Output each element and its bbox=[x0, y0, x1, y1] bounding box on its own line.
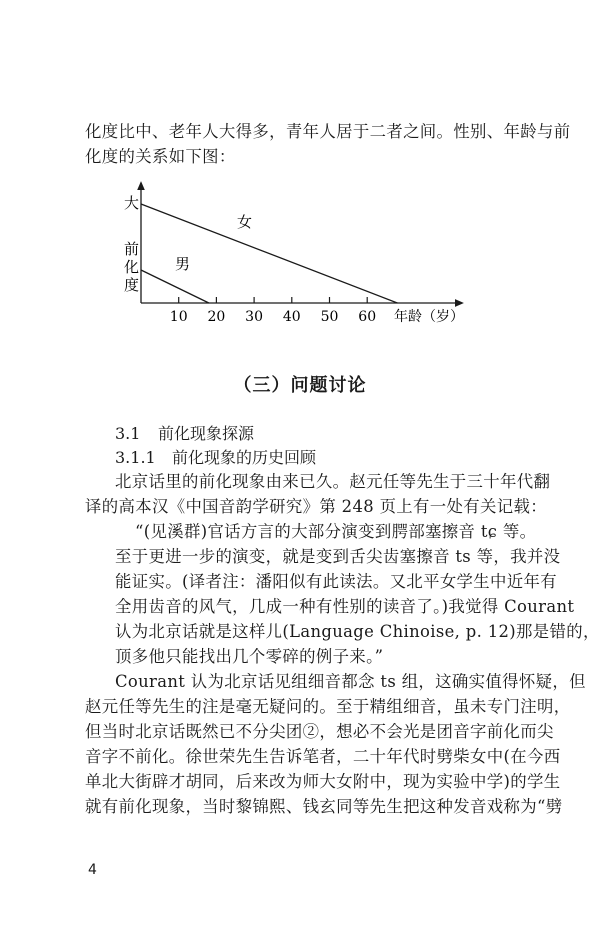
paragraph-line: 就有前化现象，当时黎锦熙、钱玄同等先生把这种发音戏称为“劈 bbox=[85, 797, 563, 816]
paragraph-line: 音字不前化。徐世荣先生告诉笔者，二十年代时劈柴女中(在今西 bbox=[85, 747, 561, 766]
y-label-3: 度 bbox=[124, 276, 140, 294]
section-heading: （三）问题讨论 bbox=[233, 375, 367, 396]
series-label: 男 bbox=[175, 255, 191, 273]
series-line-1 bbox=[141, 270, 209, 303]
series-label: 女 bbox=[237, 213, 253, 231]
quote-line: 全用齿音的风气，几成一种有性别的读音了。)我觉得 Courant bbox=[115, 597, 575, 616]
y-label-2: 化 bbox=[124, 258, 140, 276]
paragraph-line: 化度的关系如下图： bbox=[85, 147, 236, 166]
section-number: 3.1 bbox=[115, 424, 141, 443]
quote-line: 顶多他只能找出几个零碎的例子来。” bbox=[115, 647, 384, 666]
quote-line: 至于更进一步的演变，就是变到舌尖齿塞擦音 ts 等，我并没 bbox=[115, 547, 561, 566]
quote-line: “(见溪群)官话方言的大部分演变到腭部塞擦音 tɕ 等。 bbox=[135, 522, 537, 541]
subsection-number: 3.1.1 bbox=[115, 448, 156, 467]
y-label-1: 前 bbox=[124, 240, 140, 258]
x-tick-label: 10 bbox=[169, 309, 188, 325]
paragraph-line: 译的高本汉《中国音韵学研究》第 248 页上有一处有关记载： bbox=[85, 497, 547, 516]
x-tick-label: 50 bbox=[320, 309, 339, 325]
quote-line: 认为北京话就是这样儿(Language Chinoise, p. 12)那是错的， bbox=[115, 622, 600, 641]
x-axis-label: 年龄（岁） bbox=[394, 309, 464, 325]
paragraph-line: 化度比中、老年人大得多，青年人居于二者之间。性别、年龄与前 bbox=[85, 122, 571, 141]
subsection-title: 前化现象的历史回顾 bbox=[172, 448, 317, 467]
paragraph-line: 赵元任等先生的注是毫无疑问的。至于精组细音，虽未专门注明， bbox=[85, 697, 571, 716]
paragraph-line: 但当时北京话既然已不分尖团②，想必不会光是团音字前化而尖 bbox=[85, 722, 554, 741]
gender-age-chart bbox=[0, 0, 600, 340]
x-tick-label: 20 bbox=[207, 309, 226, 325]
page-number: 4 bbox=[88, 862, 97, 878]
x-tick-label: 30 bbox=[245, 309, 264, 325]
section-title: 前化现象探源 bbox=[158, 424, 255, 443]
quote-line: 能证实。(译者注：潘阳似有此读法。又北平女学生中近年有 bbox=[115, 572, 557, 591]
paragraph-line: 北京话里的前化现象由来已久。赵元任等先生于三十年代翻 bbox=[115, 472, 551, 491]
x-tick-label: 40 bbox=[282, 309, 301, 325]
y-top-label: 大 bbox=[124, 194, 140, 212]
x-tick-label: 60 bbox=[358, 309, 377, 325]
paragraph-line: Courant 认为北京话见组细音都念 ts 组，这确实值得怀疑，但 bbox=[115, 672, 586, 691]
paragraph-line: 单北大街辟才胡同，后来改为师大女附中，现为实验中学)的学生 bbox=[85, 772, 561, 791]
